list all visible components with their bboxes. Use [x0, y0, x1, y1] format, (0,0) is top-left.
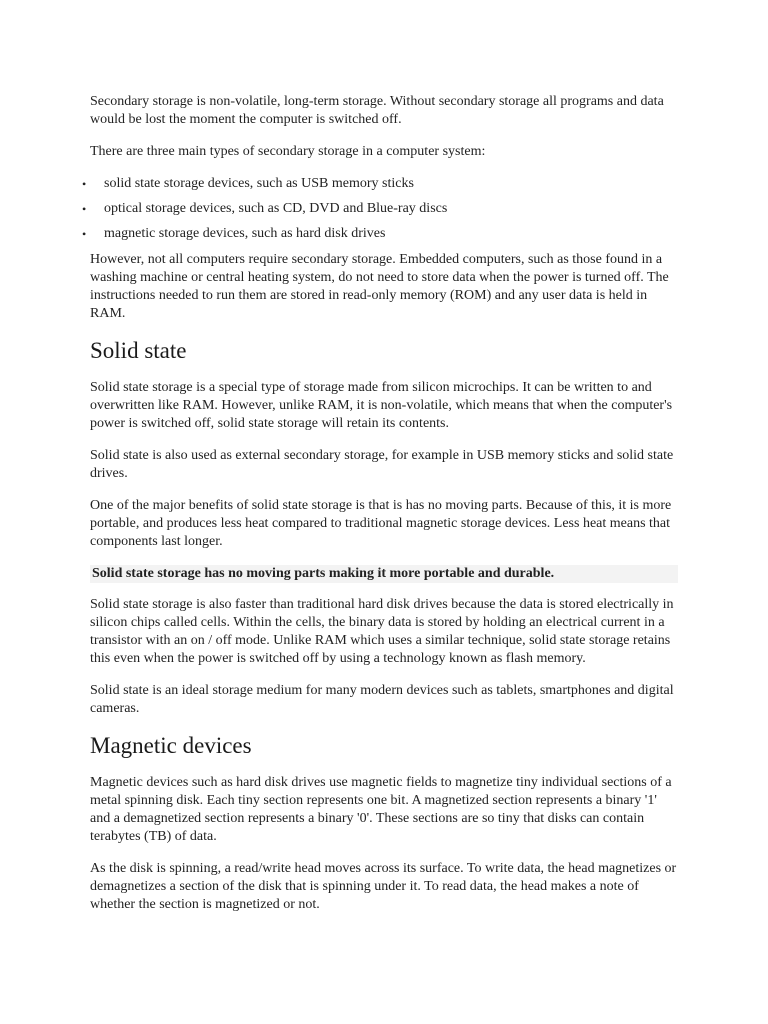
- bullet-icon: •: [82, 202, 87, 216]
- list-item-text: solid state storage devices, such as USB memory sticks: [104, 176, 414, 191]
- intro-paragraph-3: However, not all computers require secondary storage. Embedded computers, such as those found in a washing machine or central heating system, do not need to store data when the power is turned off. The instructions needed to run them are stored in read-only memory (ROM) and any user data is held in RAM.: [90, 252, 669, 321]
- magnetic-paragraph-1: Magnetic devices such as hard disk drives use magnetic fields to magnetize tiny individual sections of a metal spinning disk. Each tiny section represents one bit. A magnetized section represents a binary '1' and a demagnetized section represents a binary '0'. These sections are so tiny that disks can contain terabytes (TB) of data.: [90, 775, 672, 844]
- list-item: [82, 175, 678, 193]
- solid-state-paragraph-4: Solid state storage is also faster than traditional hard disk drives because the data is stored electrically in silicon chips called cells. Within the cells, the binary data is stored by holding an electrical current in a transistor with an on / off mode. Unlike RAM which uses a similar technique, solid state storage retains this even when the power is switched off by using a technology known as flash memory.: [90, 597, 674, 666]
- bullet-icon: •: [82, 227, 87, 241]
- list-item: [82, 225, 678, 243]
- magnetic-paragraph-2: As the disk is spinning, a read/write head moves across its surface. To write data, the head magnetizes or demagnetizes a section of the disk that is spinning under it. To read data, the head makes a note of whether the section is magnetized or not.: [90, 861, 677, 912]
- list-item: [82, 200, 678, 218]
- key-point-callout: Solid state storage has no moving parts making it more portable and durable.: [90, 565, 678, 583]
- bullet-icon: •: [82, 177, 87, 191]
- section-heading-solid-state: Solid state: [90, 338, 187, 363]
- solid-state-paragraph-3: One of the major benefits of solid state storage is that is has no moving parts. Because of this, it is more portable, and produces less heat compared to traditional magnetic storage devices. Less heat means that components last longer.: [90, 498, 672, 549]
- intro-paragraph-1: Secondary storage is non-volatile, long-term storage. Without secondary storage all programs and data would be lost the moment the computer is switched off.: [90, 94, 664, 127]
- list-item-text: magnetic storage devices, such as hard disk drives: [104, 226, 386, 241]
- solid-state-paragraph-5: Solid state is an ideal storage medium for many modern devices such as tablets, smartphones and digital cameras.: [90, 683, 674, 716]
- storage-types-list: [82, 175, 678, 243]
- solid-state-paragraph-1: Solid state storage is a special type of storage made from silicon microchips. It can be written to and overwritten like RAM. However, unlike RAM, it is non-volatile, which means that when the computer's power is switched off, solid state storage will retain its contents.: [90, 380, 673, 431]
- solid-state-paragraph-2: Solid state is also used as external secondary storage, for example in USB memory sticks and solid state drives.: [90, 448, 674, 481]
- section-heading-magnetic-devices: Magnetic devices: [90, 733, 252, 758]
- intro-paragraph-2: There are three main types of secondary storage in a computer system:: [90, 144, 486, 159]
- list-item-text: optical storage devices, such as CD, DVD and Blue-ray discs: [104, 201, 448, 216]
- document-body: [82, 93, 678, 928]
